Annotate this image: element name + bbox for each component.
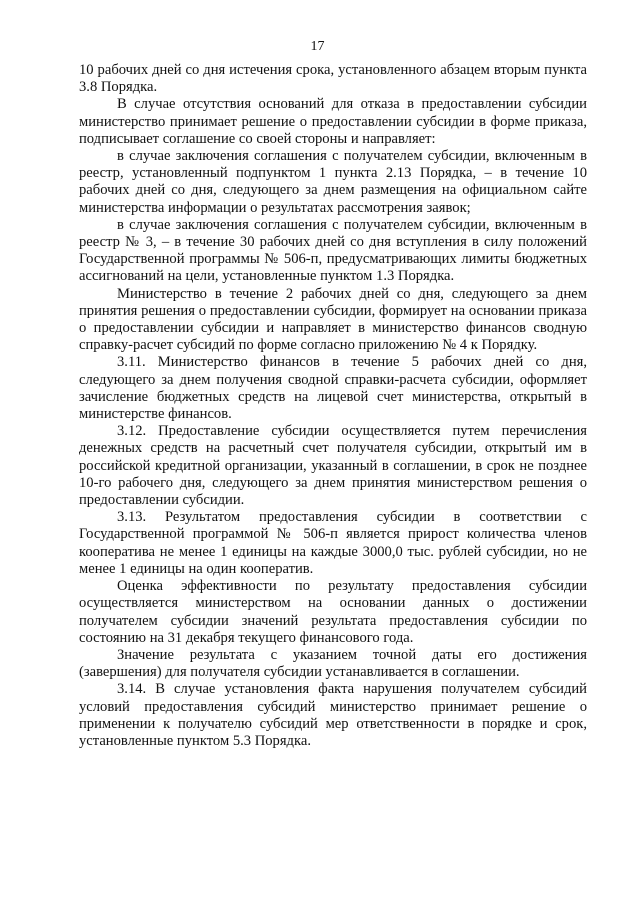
paragraph-3-11: 3.11. Министерство финансов в течение 5 рабочих дней со дня, следующего за днем получения сводной справки-расчета субсидии, оформляет зачисление бюджетных средств на лицевой счет министерства, открытый в министерстве финансов. <box>79 354 587 423</box>
paragraph-registry-recipient: в случае заключения соглашения с получателем субсидии, включенным в реестр, установленный подпунктом 1 пункта 2.13 Порядка, – в течение 10 рабочих дней со дня, следующего за днем размещения на официальном сайте министерства информации о результатах рассмотрения заявок; <box>79 148 587 216</box>
paragraph-registry-3-recipient: в случае заключения соглашения с получателем субсидии, включенным в реестр № 3, – в течение 30 рабочих дней со дня вступления в силу положений Государственной программы № 506-п, предусматривающих лимиты бюджетных ассигнований на цели, установленные пунктом 1.3 Порядка. <box>79 216 587 285</box>
document-body <box>79 62 587 750</box>
page-number: 17 <box>310 39 325 54</box>
paragraph-result-value: Значение результата с указанием точной даты его достижения (завершения) для получателя субсидии устанавливается в соглашении. <box>79 646 587 681</box>
paragraph-summary-certificate: Министерство в течение 2 рабочих дней со дня, следующего за днем принятия решения о предоставлении субсидии, формирует на основании приказа о предоставлении субсидии и направляет в министерство финансов сводную справку-расчет субсидий по форме согласно приложению № 4 к Порядку. <box>79 285 587 354</box>
paragraph-3-12: 3.12. Предоставление субсидии осуществляется путем перечисления денежных средств на расчетный счет получателя субсидии, открытый им в российской кредитной организации, указанный в соглашении, в срок не позднее 10-го рабочего дня, следующего за днем принятия министерством решения о предоставлении субсидии. <box>79 423 587 509</box>
paragraph-continuation: 10 рабочих дней со дня истечения срока, установленного абзацем вторым пункта 3.8 Порядка. <box>79 62 587 96</box>
paragraph-3-13: 3.13. Результатом предоставления субсидии в соответствии с Государственной программой № 506-п является прирост количества членов кооператива не менее 1 единицы на каждые 3000,0 тыс. рублей субсидии, но не менее 1 единицы на один кооператив. <box>79 509 587 577</box>
paragraph-efficiency-assessment: Оценка эффективности по результату предоставления субсидии осуществляется министерством на основании данных о достижении получателем субсидии значений результата предоставления субсидии по состоянию на 31 декабря текущего финансового года. <box>79 578 587 646</box>
paragraph-3-14: 3.14. В случае установления факта нарушения получателем субсидий условий предоставления субсидий министерство принимает решение о применении к получателю субсидий мер ответственности в порядке и срок, установленные пунктом 5.3 Порядка. <box>79 681 587 749</box>
paragraph-no-refusal-grounds: В случае отсутствия оснований для отказа в предоставлении субсидии министерство принимает решение о предоставлении субсидии в форме приказа, подписывает соглашение со своей стороны и направляет: <box>79 96 587 147</box>
